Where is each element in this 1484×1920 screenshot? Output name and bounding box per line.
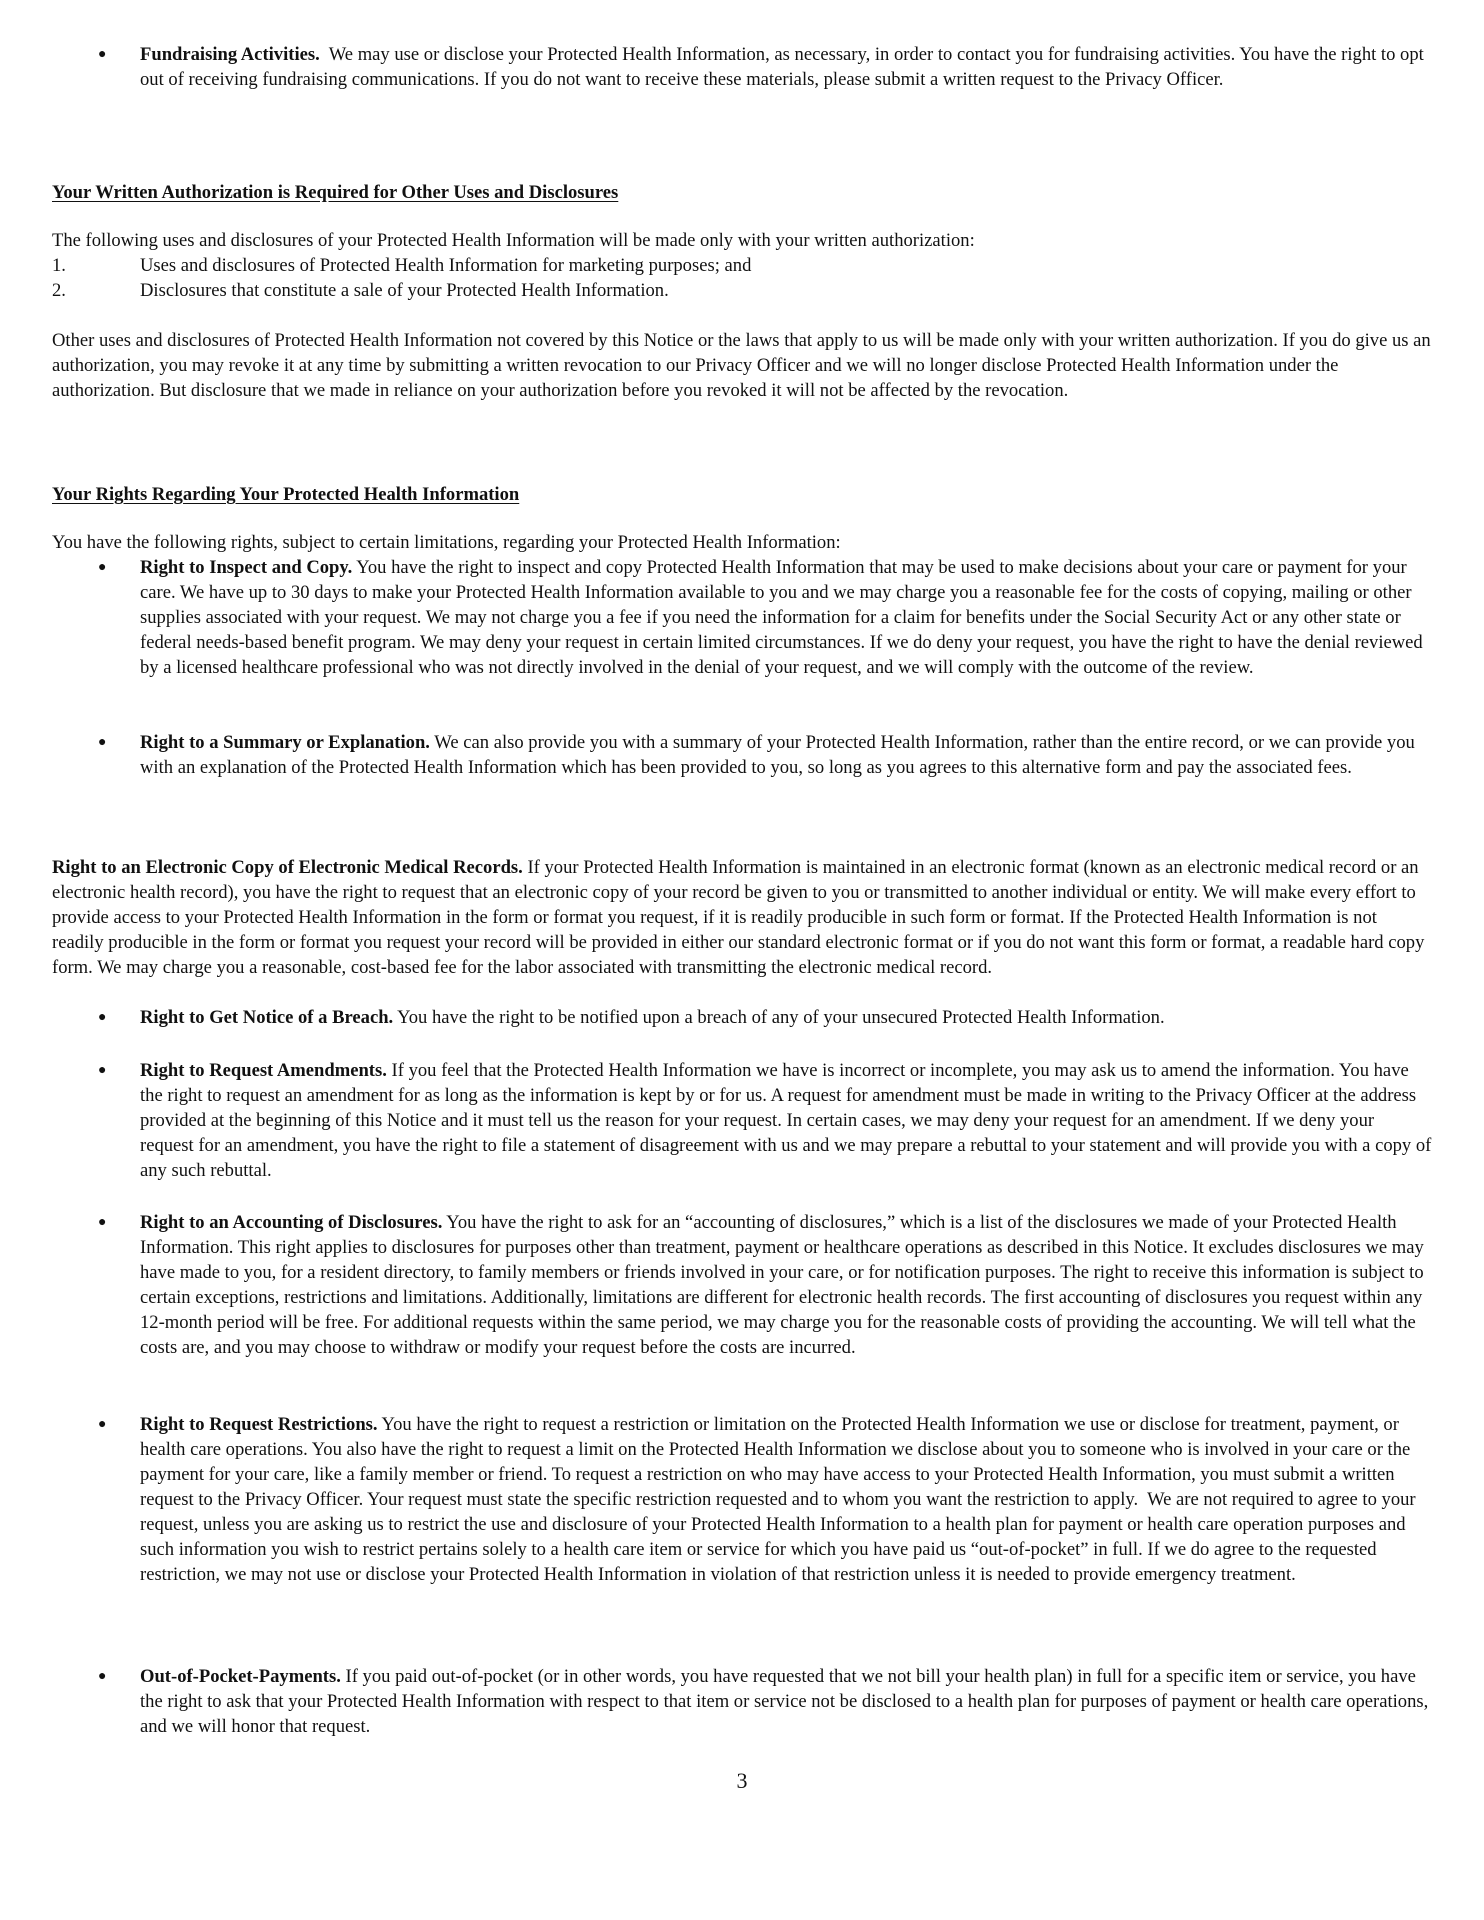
out-of-pocket-payments-body: If you paid out-of-pocket (or in other words, you have requested that we not bill your health plan) in full for a specific item or service, you have the right to ask that your Protected Health Information with respect to that item or service not be disclosed to a health plan for purposes of payment or health care operations, and we will honor that request. [140,1666,1429,1737]
right-to-electronic-copy-body: If your Protected Health Information is maintained in an electronic format (known as an electronic medical record or an electronic health record), you have the right to request that an electronic copy of your record be given to you or transmitted to another individual or entity. We will make every effort to provide access to your Protected Health Information in the form or format you request, if it is readily producible in such form or format. If the Protected Health Information is not readily producible in the form or format you request your record will be provided in either our standard electronic format or if you do not want this form or format, a readable hard copy form. We may charge you a reasonable, cost-based fee for the labor associated with transmitting the electronic medical record. [52,857,1425,978]
list-item-text: Uses and disclosures of Protected Health Information for marketing purposes; and [140,255,752,276]
right-to-breach-notice-lead: Right to Get Notice of a Breach. [140,1007,394,1028]
out-of-pocket-payments-item [52,1664,1432,1739]
right-to-request-amendments-lead: Right to Request Amendments. [140,1060,387,1081]
right-to-inspect-and-copy-text [140,555,1432,680]
list-number: 2. [52,280,66,301]
right-to-request-restrictions-lead: Right to Request Restrictions. [140,1414,378,1435]
right-to-request-amendments-item [52,1058,1432,1183]
bullet-icon: ● [98,47,107,62]
right-to-electronic-copy-lead: Right to an Electronic Copy of Electronic Medical Records. [52,857,523,878]
right-to-breach-notice-item [52,1005,1432,1030]
right-to-summary-text [140,730,1432,780]
authorization-intro: The following uses and disclosures of your Protected Health Information will be made only with your written authorization: [52,230,975,251]
bullet-icon: ● [98,1417,107,1432]
right-to-breach-notice-text [140,1005,1432,1030]
right-to-request-restrictions-body: You have the right to request a restriction or limitation on the Protected Health Information we use or disclose for treatment, payment, or health care operations. You also have the right to request a limit on the Protected Health Information we disclose about you to someone who is involved in your care or the payment for your care, like a family member or friend. To request a restriction on who may have access to your Protected Health Information, you must submit a written request to the Privacy Officer. Your request must state the specific restriction requested and to whom you want the restriction to apply. We are not required to agree to your request, unless you are asking us to restrict the use and disclosure of your Protected Health Information to a health plan for payment or health care operation purposes and such information you wish to restrict pertains solely to a health care item or service for which you have paid us “out-of-pocket” in full. If we do agree to the requested restriction, we may not use or disclose your Protected Health Information in violation of that restriction unless it is needed to provide emergency treatment. [140,1414,1421,1585]
bullet-icon: ● [98,1010,107,1025]
right-to-inspect-and-copy-item [52,555,1432,680]
right-to-request-amendments-body: If you feel that the Protected Health Information we have is incorrect or incomplete, you may ask us to amend the information. You have the right to request an amendment for as long as the information is kept by or for us. A request for amendment must be made in writing to the Privacy Officer at the address provided at the beginning of this Notice and it must tell us the reason for your request. In certain cases, we may deny your request for an amendment. If we deny your request for an amendment, you have the right to file a statement of disagreement with us and we may prepare a rebuttal to your statement and will provide you with a copy of any such rebuttal. [140,1060,1432,1181]
authorization-list-item [52,278,1432,303]
fundraising-activities-body: We may use or disclose your Protected Health Information, as necessary, in order to contact you for fundraising activities. You have the right to opt out of receiving fundraising communications. If you do not want to receive these materials, please submit a written request to the Privacy Officer. [140,44,1429,90]
right-to-electronic-copy-paragraph [52,855,1432,980]
bullet-icon: ● [98,1669,107,1684]
right-to-inspect-and-copy-body: You have the right to inspect and copy Protected Health Information that may be used to make decisions about your care or payment for your care. We have up to 30 days to make your Protected Health Information available to you and we may charge you a reasonable fee for the costs of copying, mailing or other supplies associated with your request. We may not charge you a fee if you need the information for a claim for benefits under the Social Security Act or any other state or federal needs-based benefit program. We may deny your request in certain limited circumstances. If we do deny your request, you have the right to have the denial reviewed by a licensed healthcare professional who was not directly involved in the denial of your request, and we will comply with the outcome of the review. [140,557,1423,678]
right-to-summary-item [52,730,1432,780]
out-of-pocket-payments-text [140,1664,1432,1739]
bullet-icon: ● [98,560,107,575]
right-to-request-restrictions-text [140,1412,1432,1587]
section-heading-written-authorization: Your Written Authorization is Required for Other Uses and Disclosures [52,182,619,203]
right-to-inspect-and-copy-lead: Right to Inspect and Copy. [140,557,353,578]
authorization-paragraph: Other uses and disclosures of Protected Health Information not covered by this Notice or the laws that apply to us will be made only with your written authorization. If you do give us an authorization, you may revoke it at any time by submitting a written revocation to our Privacy Officer and we will no longer disclose Protected Health Information under the authorization. But disclosure that we made in reliance on your authorization before you revoked it will not be affected by the revocation. [52,330,1431,401]
right-to-accounting-lead: Right to an Accounting of Disclosures. [140,1212,443,1233]
right-to-accounting-item [52,1210,1432,1360]
out-of-pocket-payments-lead: Out-of-Pocket-Payments. [140,1666,341,1687]
fundraising-activities-item [52,42,1432,92]
list-item-text: Disclosures that constitute a sale of your Protected Health Information. [140,280,669,301]
page-number: 3 [736,1768,748,1793]
rights-intro: You have the following rights, subject to certain limitations, regarding your Protected Health Information: [52,532,841,553]
list-number: 1. [52,255,66,276]
authorization-list [52,253,1432,303]
authorization-list-item [52,253,1432,278]
right-to-summary-lead: Right to a Summary or Explanation. [140,732,430,753]
right-to-accounting-text [140,1210,1432,1360]
fundraising-activities-text [140,42,1432,92]
right-to-breach-notice-body: You have the right to be notified upon a breach of any of your unsecured Protected Health Information. [393,1007,1165,1028]
bullet-icon: ● [98,735,107,750]
section-heading-your-rights: Your Rights Regarding Your Protected Health Information [52,484,520,505]
right-to-summary-body: We can also provide you with a summary of your Protected Health Information, rather than the entire record, or we can provide you with an explanation of the Protected Health Information which has been provided to you, so long as you agrees to this alternative form and pay the associated fees. [140,732,1415,778]
bullet-icon: ● [98,1215,107,1230]
right-to-request-amendments-text [140,1058,1432,1183]
fundraising-activities-lead: Fundraising Activities. [140,44,320,65]
bullet-icon: ● [98,1063,107,1078]
right-to-request-restrictions-item [52,1412,1432,1587]
right-to-accounting-body: You have the right to ask for an “accounting of disclosures,” which is a list of the disclosures we made of your Protected Health Information. This right applies to disclosures for purposes other than treatment, payment or healthcare operations as described in this Notice. It excludes disclosures we may have made to you, for a resident directory, to family members or friends involved in your care, or for notification purposes. The right to receive this information is subject to certain exceptions, restrictions and limitations. Additionally, limitations are different for electronic health records. The first accounting of disclosures you request within any 12-month period will be free. For additional requests within the same period, we may charge you for the reasonable costs of providing the accounting. We will tell what the costs are, and you may choose to withdraw or modify your request before the costs are incurred. [140,1212,1424,1358]
